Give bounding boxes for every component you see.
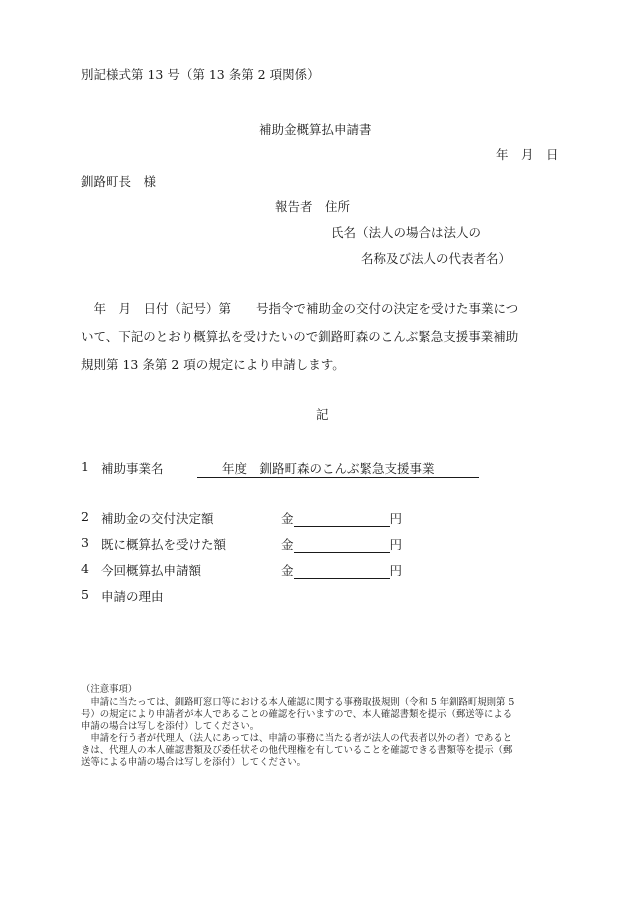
notes-line: 申請を行う者が代理人（法人にあっては、申請の事務に当たる者が法人の代表者以外の者）であると [81, 733, 513, 744]
item-label: 今回概算払申請額 [101, 563, 202, 578]
item-label: 申請の理由 [101, 589, 164, 604]
item-number: 3 [81, 535, 89, 550]
item-number: 2 [81, 509, 89, 524]
notes-line: 申請の場合は写しを添付）してください。 [81, 721, 260, 732]
amount-field[interactable] [294, 564, 390, 579]
notes-line: 号）の規定により申請者が本人であることの確認を行いますので、本人確認書類を提示（郵送等による [81, 709, 513, 720]
form-header: 別記様式第 13 号（第 13 条第 2 項関係） [81, 67, 320, 82]
amount-prefix: 金 [281, 511, 294, 526]
body-line: 年 月 日付（記号）第 号指令で補助金の交付の決定を受けた事業につ [81, 301, 519, 316]
item-label: 補助事業名 [101, 461, 164, 476]
amount-suffix: 円 [389, 511, 403, 526]
notes-line: きは、代理人の本人確認書類及び委任状その他代理権を有していることを確認できる書類等を提示（郵 [81, 745, 513, 756]
item-number: 4 [81, 561, 89, 576]
amount-suffix: 円 [389, 537, 403, 552]
item-number: 5 [81, 587, 89, 602]
document-title: 補助金概算払申請書 [259, 122, 372, 137]
reporter-address-label: 報告者 住所 [275, 199, 351, 214]
body-line: いて、下記のとおり概算払を受けたいので釧路町森のこんぶ緊急支援事業補助 [81, 329, 519, 344]
addressee: 釧路町長 様 [81, 174, 157, 189]
notes-heading: （注意事項） [81, 684, 138, 695]
amount-row [281, 561, 402, 579]
amount-field[interactable] [294, 512, 390, 527]
body-line: 規則第 13 条第 2 項の規定により申請します。 [81, 357, 345, 372]
amount-suffix: 円 [389, 563, 403, 578]
reporter-name-label: 氏名（法人の場合は法人の [331, 225, 482, 240]
amount-prefix: 金 [281, 563, 294, 578]
amount-row [281, 509, 402, 527]
project-name-field: 年度 釧路町森のこんぶ緊急支援事業 [197, 459, 479, 478]
amount-row [281, 535, 402, 553]
item-label: 補助金の交付決定額 [101, 511, 214, 526]
amount-field[interactable] [294, 538, 390, 553]
notes-line: 申請に当たっては、釧路町窓口等における本人確認に関する事務取扱規則（令和 5 年釧路町規則第 5 [81, 697, 515, 708]
item-label: 既に概算払を受けた額 [101, 537, 227, 552]
ki-marker: 記 [316, 407, 329, 422]
reporter-name-note: 名称及び法人の代表者名） [361, 251, 512, 266]
notes-line: 送等による申請の場合は写しを添付）してください。 [81, 757, 307, 768]
date-line: 年 月 日 [496, 147, 559, 162]
item-number: 1 [81, 459, 89, 474]
amount-prefix: 金 [281, 537, 294, 552]
